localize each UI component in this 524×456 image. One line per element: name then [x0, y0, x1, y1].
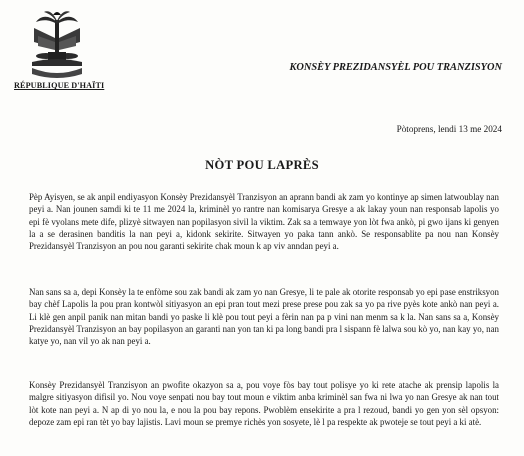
paragraph-3: Konsèy Prezidansyèl Tranzisyon an pwofite okazyon sa a, pou voye fòs bay tout polisye yo ki rete atache ak prensip lapolis la malgre sitiyasyon difisil yo. Nou voye senpati nou bay tout moun e viktim anba kriminèl san fwa ni lwa yo nan Gresye ak nan tout lòt kote nan peyi a. N ap di yo nou la, e nou la pou bay repons. Pwoblèm ensekirite a pra l rezoud, bandi yo gen yon sèl opsyon: depoze zam epi ran tèt yo bay lajistis. Lavi moun se premye richès yon sosyete, lè l pa respekte ak pwoteje se tout peyi a ki atè.: [29, 380, 499, 427]
document-title: NÒT POU LAPRÈS: [205, 158, 319, 172]
institution-name: KONSÈY PREZIDANSYÈL POU TRANZISYON: [289, 62, 502, 73]
country-name: RÉPUBLIQUE D'HAÏTI: [14, 81, 105, 90]
haiti-coat-of-arms-icon: [26, 8, 88, 80]
paragraph-1: Pèp Ayisyen, se ak anpil endiyasyon Konsèy Prezidansyèl Tranzisyon an aprann bandi ak zam yo kontinye ap simen latwoublay nan peyi a. Nan jounen samdi ki te 11 me 2024 la, kriminèl yo rantre nan komisarya Gresye a ak lakay youn nan responsab lapolis yo epi fè vyolans mete dife, plizyè sitwayen nan popilasyon sivil la viktim. Zak sa a temwaye yon lòt fwa ankò, pi gwo ijans ki genyen la a se derasinen banditis la nan peyi a, kidonk sekirite. Sitwayen yo paka tann ankò. Se responsablite pa nou nan Konsèy Prezidansyèl Tranzisyon an pou nou garanti sekirite chak moun k ap viv anndan peyi a.: [29, 192, 499, 252]
paragraph-2: Nan sans sa a, depi Konsèy la te enfòme sou zak bandi ak zam yo nan Gresye, li te pale ak otorite responsab yo epi pase enstriksyon bay chèf Lapolis la pou pran kontwòl sitiyasyon an epi pran tout mezi prese prese pou zak sa yo pa rive pyès kote ankò nan peyi a. Li klè gen anpil panik nan mitan bandi yo paske li klè pou tout peyi a fèrin nan pa p vini nan menm sa k la. Nan sans sa a, Konsèy Prezidansyèl Tranzisyon an bay popilasyon an garanti nan yon tan ki pa long bandi pra l sispann fè lalwa sou kò yo, nan kay yo, nan katye yo, nan vil yo ak nan peyi a.: [29, 287, 499, 347]
date-line: Pòtoprens, lendi 13 me 2024: [396, 124, 502, 134]
